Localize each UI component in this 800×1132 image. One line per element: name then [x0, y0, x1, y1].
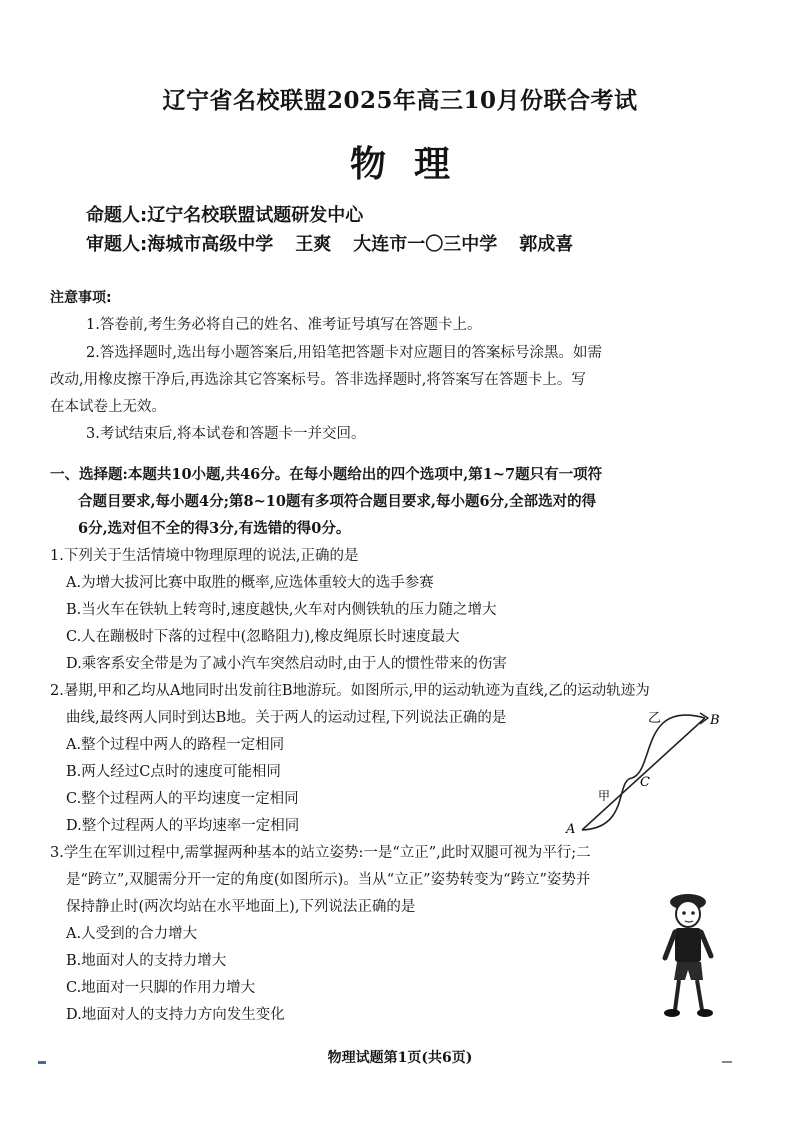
author-line: 命题人:辽宁名校联盟试题研发中心: [86, 205, 364, 226]
notice-item-2-line-3: 在本试卷上无效。: [50, 399, 166, 415]
reviewer-line: [86, 230, 573, 256]
reviewer-prefix: 审题人:海城市高级中学: [86, 234, 274, 255]
section-1-line-2: 合题目要求,每小题4分;第8~10题有多项符合题目要求,每小题6分,全部选对的得: [78, 493, 597, 510]
exam-title: 辽宁省名校联盟2025年高三10月份联合考试: [162, 87, 638, 114]
reviewer-2: 郭成喜: [519, 234, 574, 255]
notice-item-2-line-1: 2.答选择题时,选出每小题答案后,用铅笔把答题卡对应题目的答案标号涂黑。如需: [86, 345, 603, 361]
corner-mark-right: [722, 1061, 732, 1063]
subject-title: 物理: [349, 143, 478, 185]
q3-option-b: B.地面对人的支持力增大: [66, 953, 227, 969]
q1-option-b: B.当火车在铁轨上转弯时,速度越快,火车对内侧铁轨的压力随之增大: [66, 602, 497, 618]
q3-stem-line-2: 是“跨立”,双腿需分开一定的角度(如图所示)。当从“立正”姿势转变为“跨立”姿势并: [66, 872, 591, 888]
notice-heading: 注意事项:: [50, 290, 112, 306]
q3-option-a: A.人受到的合力增大: [66, 926, 198, 942]
label-jia: 甲: [598, 789, 611, 803]
label-a: A: [566, 822, 576, 837]
reviewer-school-2: 大连市一〇三中学: [353, 234, 498, 255]
label-b: B: [710, 713, 720, 728]
label-c: C: [640, 775, 650, 790]
path-jia-line: [582, 718, 705, 830]
label-yi: 乙: [648, 711, 662, 726]
q1-option-a: A.为增大拔河比赛中取胜的概率,应选体重较大的选手参赛: [66, 575, 434, 591]
q2-trajectory-figure: [560, 700, 730, 840]
q3-option-c: C.地面对一只脚的作用力增大: [66, 980, 256, 996]
q2-option-b: B.两人经过C点时的速度可能相同: [66, 764, 281, 780]
q3-option-d: D.地面对人的支持力方向发生变化: [66, 1007, 285, 1023]
q1-option-c: C.人在蹦极时下落的过程中(忽略阻力),橡皮绳原长时速度最大: [66, 629, 460, 645]
q3-stem-line-3: 保持静止时(两次均站在水平地面上),下列说法正确的是: [66, 899, 416, 915]
left-shoe-icon: [664, 1009, 680, 1017]
student-standing-icon: [655, 890, 725, 1020]
q1-option-d: D.乘客系安全带是为了减小汽车突然启动时,由于人的惯性带来的伤害: [66, 656, 507, 672]
section-1-line-1: 一、选择题:本题共10小题,共46分。在每小题给出的四个选项中,第1~7题只有一项符: [50, 466, 603, 483]
left-arm-icon: [665, 932, 675, 958]
notice-item-3: 3.考试结束后,将本试卷和答题卡一并交回。: [86, 426, 366, 442]
q2-stem-line-2: 曲线,最终两人同时到达B地。关于两人的运动过程,下列说法正确的是: [66, 710, 507, 726]
notice-item-1: 1.答卷前,考生务必将自己的姓名、准考证号填写在答题卡上。: [86, 317, 482, 333]
q3-stem-line-1: 3.学生在军训过程中,需掌握两种基本的站立姿势:一是“立正”,此时双腿可视为平行;二: [50, 845, 591, 861]
q2-option-d: D.整个过程两人的平均速率一定相同: [66, 818, 300, 834]
right-leg-icon: [697, 980, 702, 1010]
q1-stem: 1.下列关于生活情境中物理原理的说法,正确的是: [50, 548, 359, 564]
head-icon: [676, 901, 700, 927]
shirt-icon: [675, 928, 701, 962]
q2-option-c: C.整个过程两人的平均速度一定相同: [66, 791, 299, 807]
right-arm-icon: [701, 932, 711, 956]
reviewer-1: 王爽: [295, 234, 332, 255]
shorts-icon: [674, 962, 703, 980]
q2-option-a: A.整个过程中两人的路程一定相同: [66, 737, 285, 753]
page-footer: 物理试题第1页(共6页): [327, 1050, 473, 1066]
corner-mark-left: [38, 1061, 46, 1064]
notice-item-2-line-2: 改动,用橡皮擦干净后,再选涂其它答案标号。答非选择题时,将答案写在答题卡上。写: [50, 372, 586, 388]
left-leg-icon: [675, 980, 679, 1010]
q2-stem-line-1: 2.暑期,甲和乙均从A地同时出发前往B地游玩。如图所示,甲的运动轨迹为直线,乙的运动轨迹为: [50, 683, 650, 699]
right-shoe-icon: [697, 1009, 713, 1017]
section-1-line-3: 6分,选对但不全的得3分,有选错的得0分。: [78, 520, 351, 537]
